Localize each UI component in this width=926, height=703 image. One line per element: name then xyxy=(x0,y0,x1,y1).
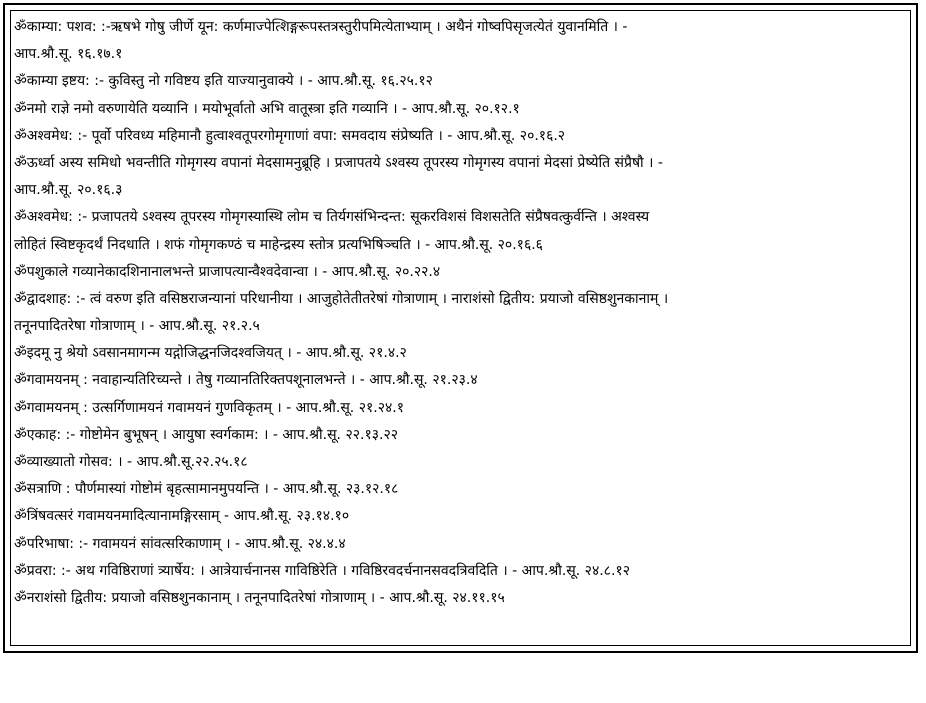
text-line: ॐनराशंसो द्वितीय: प्रयाजो वसिष्ठशुनकानाम् । तनूनपादितरेषां गोत्राणाम् । - आप.श्रौ.सू. २४.११.१५ xyxy=(14,589,505,606)
text-line: ॐअश्वमेध: :- पूर्वो परिवध्य महिमानौ हुत्वाश्वतूपरगोमृगाणां वपा: समवदाय संप्रेष्यति । - आप.श्रौ.सू. २०.१६.२ xyxy=(14,127,566,144)
text-line: ॐप्रवरा: :- अथ गविष्ठिराणां त्र्यार्षेय: । आत्रेयार्चनानस गाविष्ठिरेति । गविष्ठिरवदर्चनानसवदत्रिवदिति । - आप.श्रौ.सू. २४.८.१२ xyxy=(14,562,630,579)
text-line: ॐव्याख्यातो गोसव: । - आप.श्रौ.सू.२२.२५.१८ xyxy=(14,454,248,470)
text-line: ॐइदमू नु श्रेयो ऽवसानमागन्म यद्गोजिद्धनजिदश्वजियत् । - आप.श्रौ.सू. २१.४.२ xyxy=(14,345,407,362)
verse-list xyxy=(14,14,906,612)
text-line: ॐगवामयनम् : उत्सर्गिणामयनं गवामयनं गुणविकृतम् । - आप.श्रौ.सू. २१.२४.१ xyxy=(14,399,405,416)
text-line: ॐऊर्ध्वा अस्य समिधो भवन्तीति गोमृगस्य वपानां मेदसामनुब्रूहि । प्रजापतये ऽश्वस्य तूपरस्य गोमृगस्य वपानां मेदसां प्रेष्येति संप्रैषौ । - xyxy=(14,154,663,171)
text-line: आप.श्रौ.सू. २०.१६.३ xyxy=(14,182,123,199)
text-line: ॐकाम्या: पशव: :-ऋषभे गोषु जीर्णे यून: कर्णमाज्पेत्शिङ्गरूपस्तत्रस्तुरीपमित्येताभ्याम् । अथैनं गोष्वपिसृजत्येतं युवानमिति । - xyxy=(14,19,628,35)
text-line: आप.श्रौ.सू. १६.१७.१ xyxy=(14,46,123,63)
text-line: ॐपरिभाषा: :- गवामयनं सांवत्सरिकाणाम् । - आप.श्रौ.सू. २४.४.४ xyxy=(14,535,346,552)
text-line: ॐगवामयनम् : नवाहान्यतिरिच्यन्ते । तेषु गव्यानतिरिक्तपशूनालभन्ते । - आप.श्रौ.सू. २१.२३.४ xyxy=(14,372,478,389)
text-line: ॐपशुकाले गव्यानेकादशिनानालभन्ते प्राजापत्यान्वैश्वदेवान्वा । - आप.श्रौ.सू. २०.२२.४ xyxy=(14,263,441,280)
text-line: ॐएकाह: :- गोष्टोमेन बुभूषन् । आयुषा स्वर्गकाम: । - आप.श्रौ.सू. २२.१३.२२ xyxy=(14,426,399,443)
text-line: ॐकाम्या इष्टय: :- कुविस्तु नो गविष्टय इति याज्यानुवाक्ये । - आप.श्रौ.सू. १६.२५.१२ xyxy=(14,73,433,90)
text-line: ॐसत्राणि : पौर्णमास्यां गोष्टोमं बृहत्सामानमुपयन्ति । - आप.श्रौ.सू. २३.१२.१८ xyxy=(14,481,399,498)
text-line: ॐत्रिंषवत्सरं गवामयनमादित्यानामङ्गिरसाम् - आप.श्रौ.सू. २३.१४.१० xyxy=(14,508,350,525)
text-line: ॐद्वादशाह: :- त्वं वरुण इति वसिष्ठराजन्यानां परिधानीया । आजुहोतेतीतरेषां गोत्राणाम् । नाराशंसो द्वितीय: प्रयाजो वसिष्ठशुनकानाम् । xyxy=(14,290,669,307)
text-line: ॐअश्वमेध: :- प्रजापतये ऽश्वस्य तूपरस्य गोमृगस्यास्थि लोम च तिर्यगसंभिन्दन्त: सूकरविशसं विशसतेति संप्रैषवत्कुर्वन्ति । अश्वस्य xyxy=(14,209,650,226)
text-line: लोहितं स्विष्टकृदर्थं निदधाति । शफं गोमृगकण्ठं च माहेन्द्रस्य स्तोत्र प्रत्यभिषिञ्चति । - आप.श्रौ.सू. २०.१६.६ xyxy=(14,236,543,253)
text-line: तनूनपादितरेषा गोत्राणाम् । - आप.श्रौ.सू. २१.२.५ xyxy=(14,318,260,335)
text-line: ॐनमो राज्ञे नमो वरुणायेति यव्यानि । मयोभूर्वातो अभि वातूस्त्रा इति गव्यानि । - आप.श्रौ.सू. २०.१२.१ xyxy=(14,100,520,117)
